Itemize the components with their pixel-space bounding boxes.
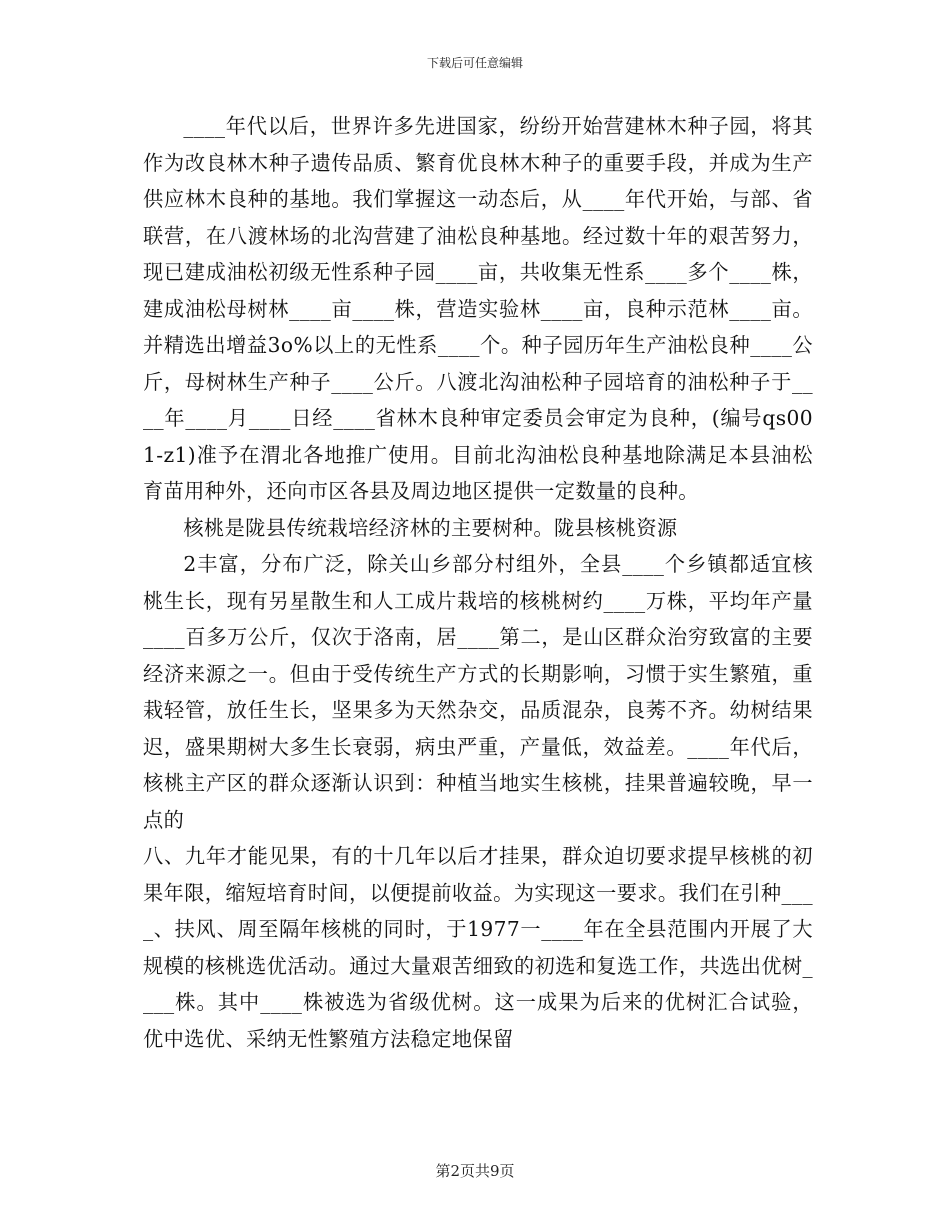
paragraph-walnut-selection: 八、九年才能见果，有的十几年以后才挂果，群众迫切要求提早核桃的初果年限，缩短培育时间，以便提前收益。为实现这一要求。我们在引种____、扶风、周至隔年核桃的同时，于1977一____年在全县范围内开展了大规模的核桃选优活动。通过大量艰苦细致的初选和复选工作，共选出优树____株。其中____株被选为省级优树。这一成果为后来的优树汇合试验，优中选优、采纳无性繁殖方法稳定地保留 bbox=[143, 844, 813, 1051]
page-header: 下载后可任意编辑 bbox=[426, 56, 523, 70]
paragraph-walnut-intro: 核桃是陇县传统栽培经济林的主要树种。陇县核桃资源 bbox=[183, 515, 678, 540]
paragraph-seed-orchard: ____年代以后，世界许多先进国家，纷纷开始营建林木种子园，将其作为改良林木种子遗传品质、繁育优良林木种子的重要手段，并成为生产供应林木良种的基地。我们掌握这一动态后，从____年代开始，与部、省联营，在八渡林场的北沟营建了油松良种基地。经过数十年的艰苦努力，现已建成油松初级无性系种子园____亩，共收集无性系____多个____株，建成油松母树林____亩____株，营造实验林____亩，良种示范林____亩。并精选出增益3o%以上的无性系____个。种子园历年生产油松良种____公斤，母树林生产种子____公斤。八渡北沟油松种子园培育的油松种子于____年____月____日经____省林木良种审定委员会审定为良种，(编号qs001-z1)准予在渭北各地推广使用。目前北沟油松良种基地除满足本县油松育苗用种外，还向市区各县及周边地区提供一定数量的良种。 bbox=[143, 114, 813, 503]
paragraph-walnut-resources: 2丰富，分布广泛，除关山乡部分村组外，全县____个乡镇都适宜核桃生长，现有另星散生和人工成片栽培的核桃树约____万株，平均年产量____百多万公斤，仅次于洛南，居____第二，是山区群众治穷致富的主要经济来源之一。但由于受传统生产方式的长期影响，习惯于实生繁殖，重栽轻管，放任生长，坚果多为天然杂交，品质混杂，良莠不齐。幼树结果迟，盛果期树大多生长衰弱，病虫严重，产量低，效益差。____年代后，核桃主产区的群众逐渐认识到：种植当地实生核桃，挂果普遍较晚，早一点的 bbox=[143, 552, 813, 832]
document-body bbox=[143, 108, 813, 1057]
page-footer: 第2页共9页 bbox=[435, 1162, 515, 1180]
